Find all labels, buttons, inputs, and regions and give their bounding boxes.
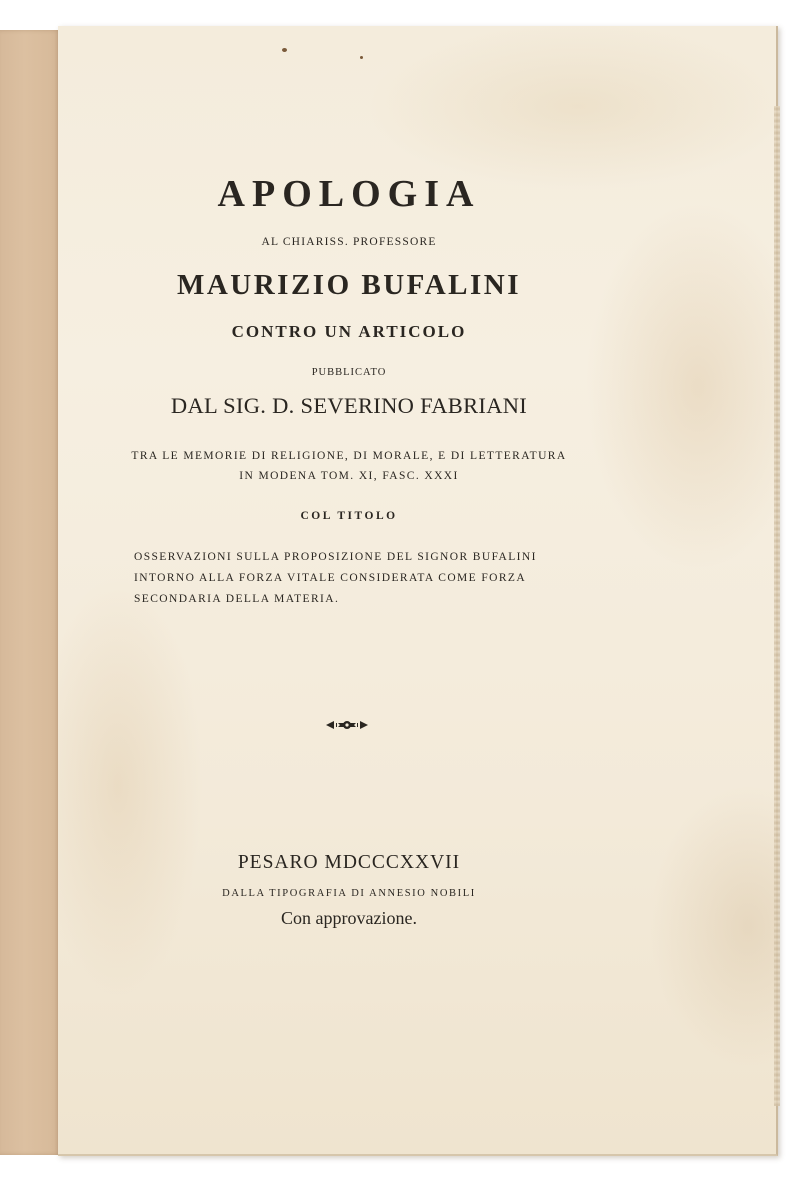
osservazioni-line-2: INTORNO ALLA FORZA VITALE CONSIDERATA COME FORZA (134, 572, 527, 584)
place-year: PESARO MDCCCXXVII (237, 852, 461, 873)
title-page (58, 26, 778, 1156)
author-name: MAURIZIO BUFALINI (176, 269, 522, 301)
page-title: APOLOGIA (217, 173, 481, 215)
printer-ornament-icon (324, 718, 370, 732)
osservazioni-block (134, 547, 604, 610)
published-line: PUBBLICATO (311, 367, 387, 378)
against-line: CONTRO UN ARTICOLO (231, 322, 467, 341)
printer-line: DALLA TIPOGRAFIA DI ANNESIO NOBILI (222, 888, 476, 899)
book-spine (0, 30, 62, 1155)
memorie-line-1: TRA LE MEMORIE DI RELIGIONE, DI MORALE, E DI LETTERATURA (131, 450, 567, 462)
memorie-block (58, 446, 640, 486)
dedication-line: AL CHIARISS. PROFESSORE (261, 236, 437, 248)
osservazioni-line-1: OSSERVAZIONI SULLA PROPOSIZIONE DEL SIGNOR BUFALINI (134, 551, 537, 563)
memorie-line-2: IN MODENA TOM. XI, FASC. XXXI (239, 470, 459, 482)
col-titolo-line: COL TITOLO (300, 510, 398, 522)
title-page-text (58, 26, 776, 1154)
osservazioni-line-3: SECONDARIA DELLA MATERIA. (134, 593, 340, 605)
approval-line: Con approvazione. (281, 908, 417, 928)
critic-name: DAL SIG. D. SEVERINO FABRIANI (170, 393, 528, 418)
